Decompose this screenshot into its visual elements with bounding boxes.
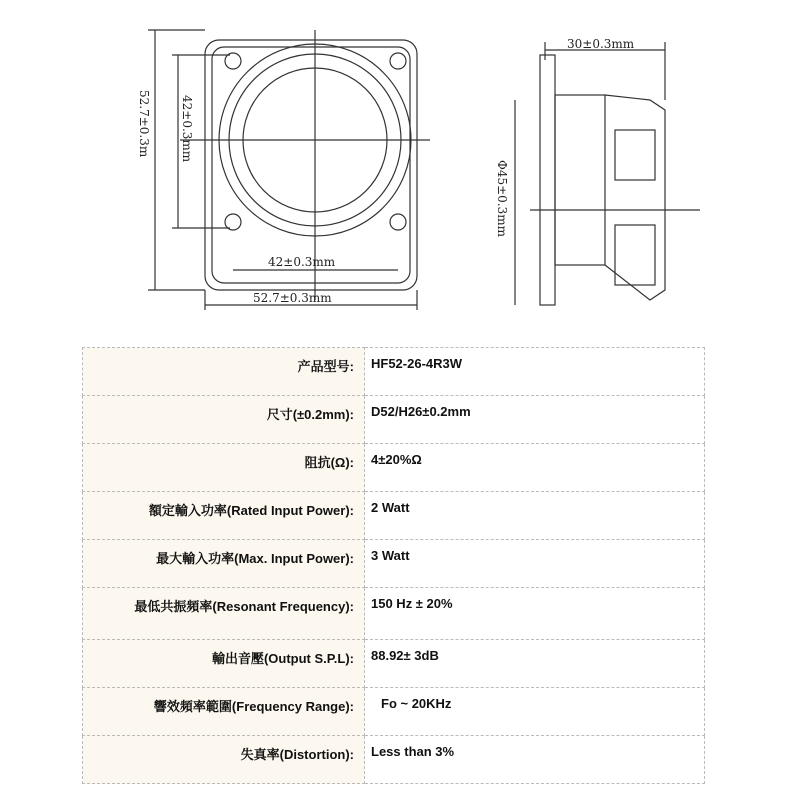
table-row <box>83 640 705 688</box>
side-view <box>515 42 700 305</box>
table-row <box>83 348 705 396</box>
spec-value: Less than 3% <box>365 736 705 784</box>
spec-label: 尺寸(±0.2mm): <box>83 396 365 444</box>
spec-value: Fo ~ 20KHz <box>365 688 705 736</box>
table-row <box>83 492 705 540</box>
spec-label: 最低共振頻率(Resonant Frequency): <box>83 588 365 640</box>
spec-label: 产品型号: <box>83 348 365 396</box>
spec-label: 響效頻率範圍(Frequency Range): <box>83 688 365 736</box>
table-row <box>83 396 705 444</box>
spec-value: 3 Watt <box>365 540 705 588</box>
table-row <box>83 540 705 588</box>
front-height-total-label: 52.7±0.3m <box>137 90 151 158</box>
spec-value: HF52-26-4R3W <box>365 348 705 396</box>
front-width-total-label: 52.7±0.3mm <box>253 291 332 305</box>
spec-value: 88.92± 3dB <box>365 640 705 688</box>
table-row <box>83 444 705 492</box>
spec-label: 失真率(Distortion): <box>83 736 365 784</box>
spec-label: 輸出音壓(Output S.P.L): <box>83 640 365 688</box>
spec-value: 2 Watt <box>365 492 705 540</box>
side-diameter-label: Φ45±0.3mm <box>495 160 509 238</box>
spec-label: 額定輸入功率(Rated Input Power): <box>83 492 365 540</box>
spec-label: 阻抗(Ω): <box>83 444 365 492</box>
front-height-inner-label: 42±0.3mm <box>180 95 194 163</box>
spec-value: 4±20%Ω <box>365 444 705 492</box>
spec-value: D52/H26±0.2mm <box>365 396 705 444</box>
table-row <box>83 688 705 736</box>
speaker-technical-drawing <box>0 0 800 340</box>
table-row <box>83 736 705 784</box>
front-width-inner-label: 42±0.3mm <box>268 255 336 269</box>
side-depth-label: 30±0.3mm <box>567 37 635 51</box>
spec-table <box>82 347 705 784</box>
spec-value: 150 Hz ± 20% <box>365 588 705 640</box>
spec-label: 最大輸入功率(Max. Input Power): <box>83 540 365 588</box>
table-row <box>83 588 705 640</box>
